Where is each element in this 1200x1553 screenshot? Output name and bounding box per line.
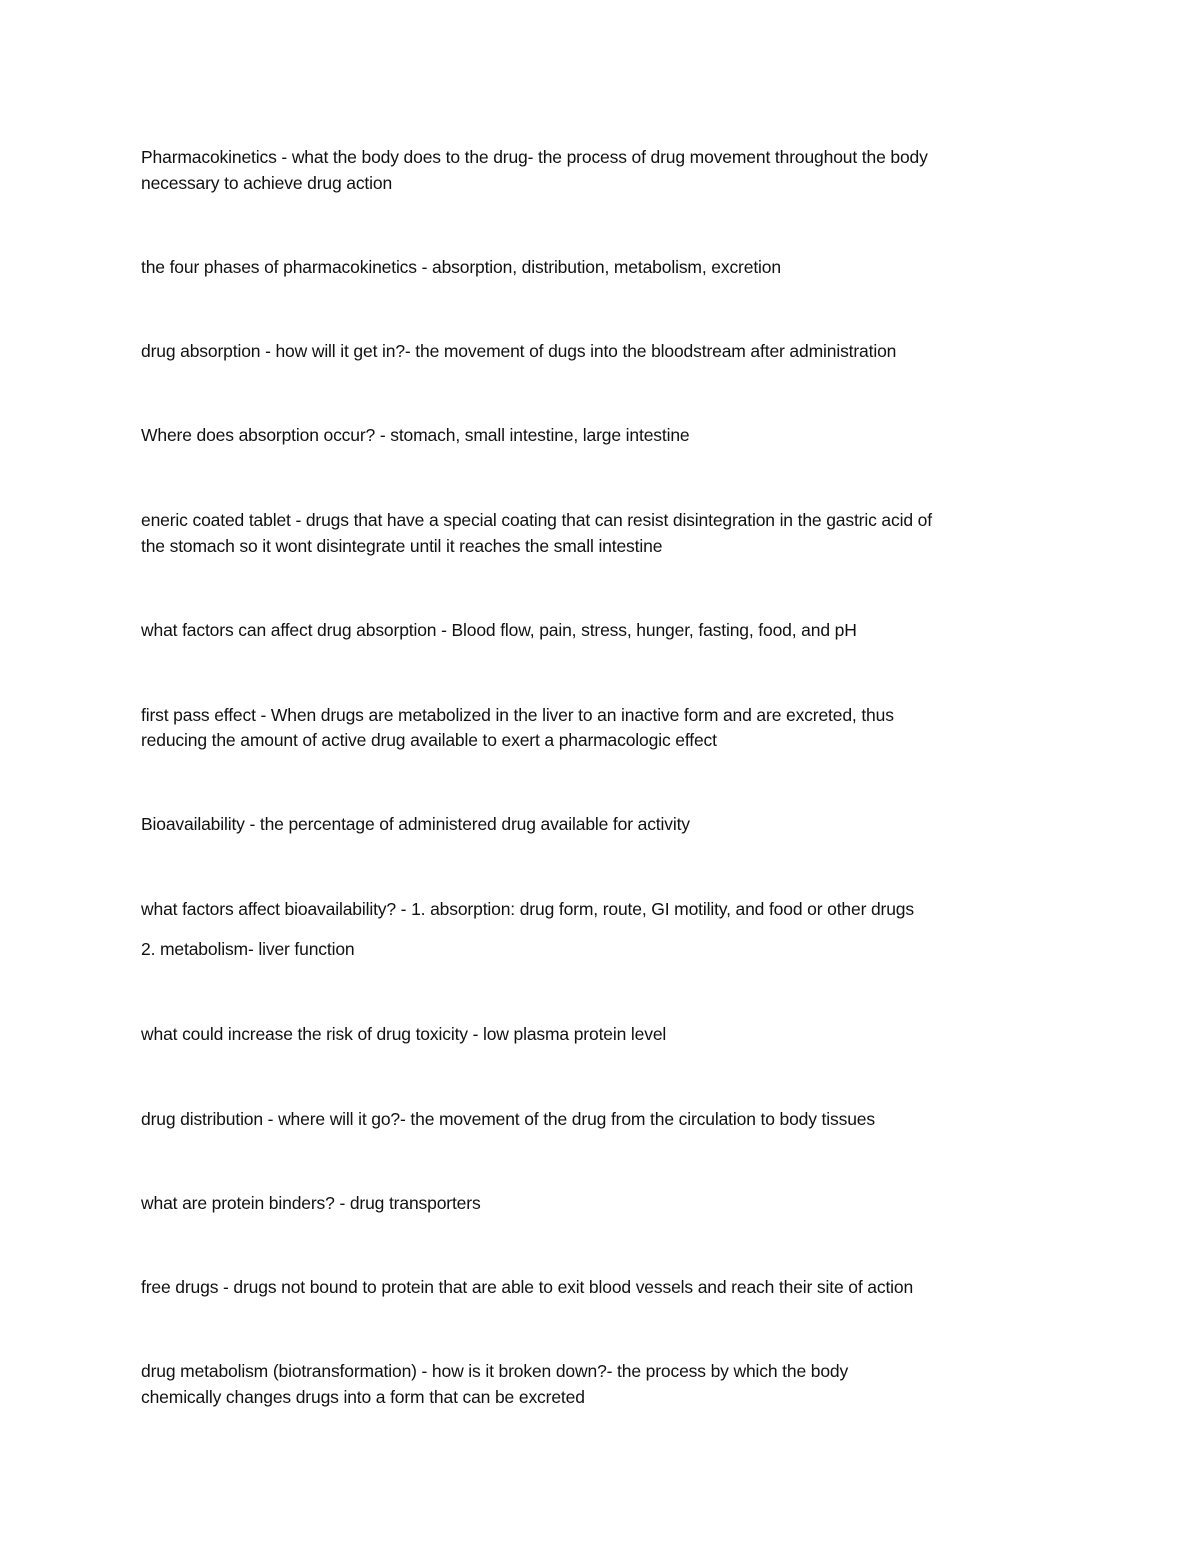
entry-line: necessary to achieve drug action [141,173,393,193]
entry-line: the four phases of pharmacokinetics - absorption, distribution, metabolism, excretion [141,257,781,277]
entry-line: 2. metabolism- liver function [141,939,355,959]
entry-line: free drugs - drugs not bound to protein that are able to exit blood vessels and reach their site of action [141,1277,914,1297]
entry-line: Where does absorption occur? - stomach, small intestine, large intestine [141,425,690,445]
entry-line: drug distribution - where will it go?- the movement of the drug from the circulation to body tissues [141,1109,875,1129]
entry-line: drug metabolism (biotransformation) - how is it broken down?- the process by which the body [141,1361,849,1381]
entry-line: drug absorption - how will it get in?- the movement of dugs into the bloodstream after administration [141,341,897,361]
entry-line: first pass effect - When drugs are metabolized in the liver to an inactive form and are excreted, thus [141,705,894,725]
entry-line: reducing the amount of active drug available to exert a pharmacologic effect [141,730,717,750]
entry-line: eneric coated tablet - drugs that have a special coating that can resist disintegration in the gastric acid of [141,510,932,530]
entry-line: what could increase the risk of drug toxicity - low plasma protein level [141,1024,667,1044]
entry-line: what are protein binders? - drug transporters [141,1193,481,1213]
entry-line: Pharmacokinetics - what the body does to the drug- the process of drug movement throughout the body [141,147,928,167]
entry-line: chemically changes drugs into a form that can be excreted [141,1387,585,1407]
entry-line: what factors can affect drug absorption - Blood flow, pain, stress, hunger, fasting, food, and pH [141,620,857,640]
entry-line: what factors affect bioavailability? - 1. absorption: drug form, route, GI motility, and food or other drugs [141,899,914,919]
entry-line: the stomach so it wont disintegrate until it reaches the small intestine [141,536,663,556]
entry-line: Bioavailability - the percentage of administered drug available for activity [141,814,690,834]
